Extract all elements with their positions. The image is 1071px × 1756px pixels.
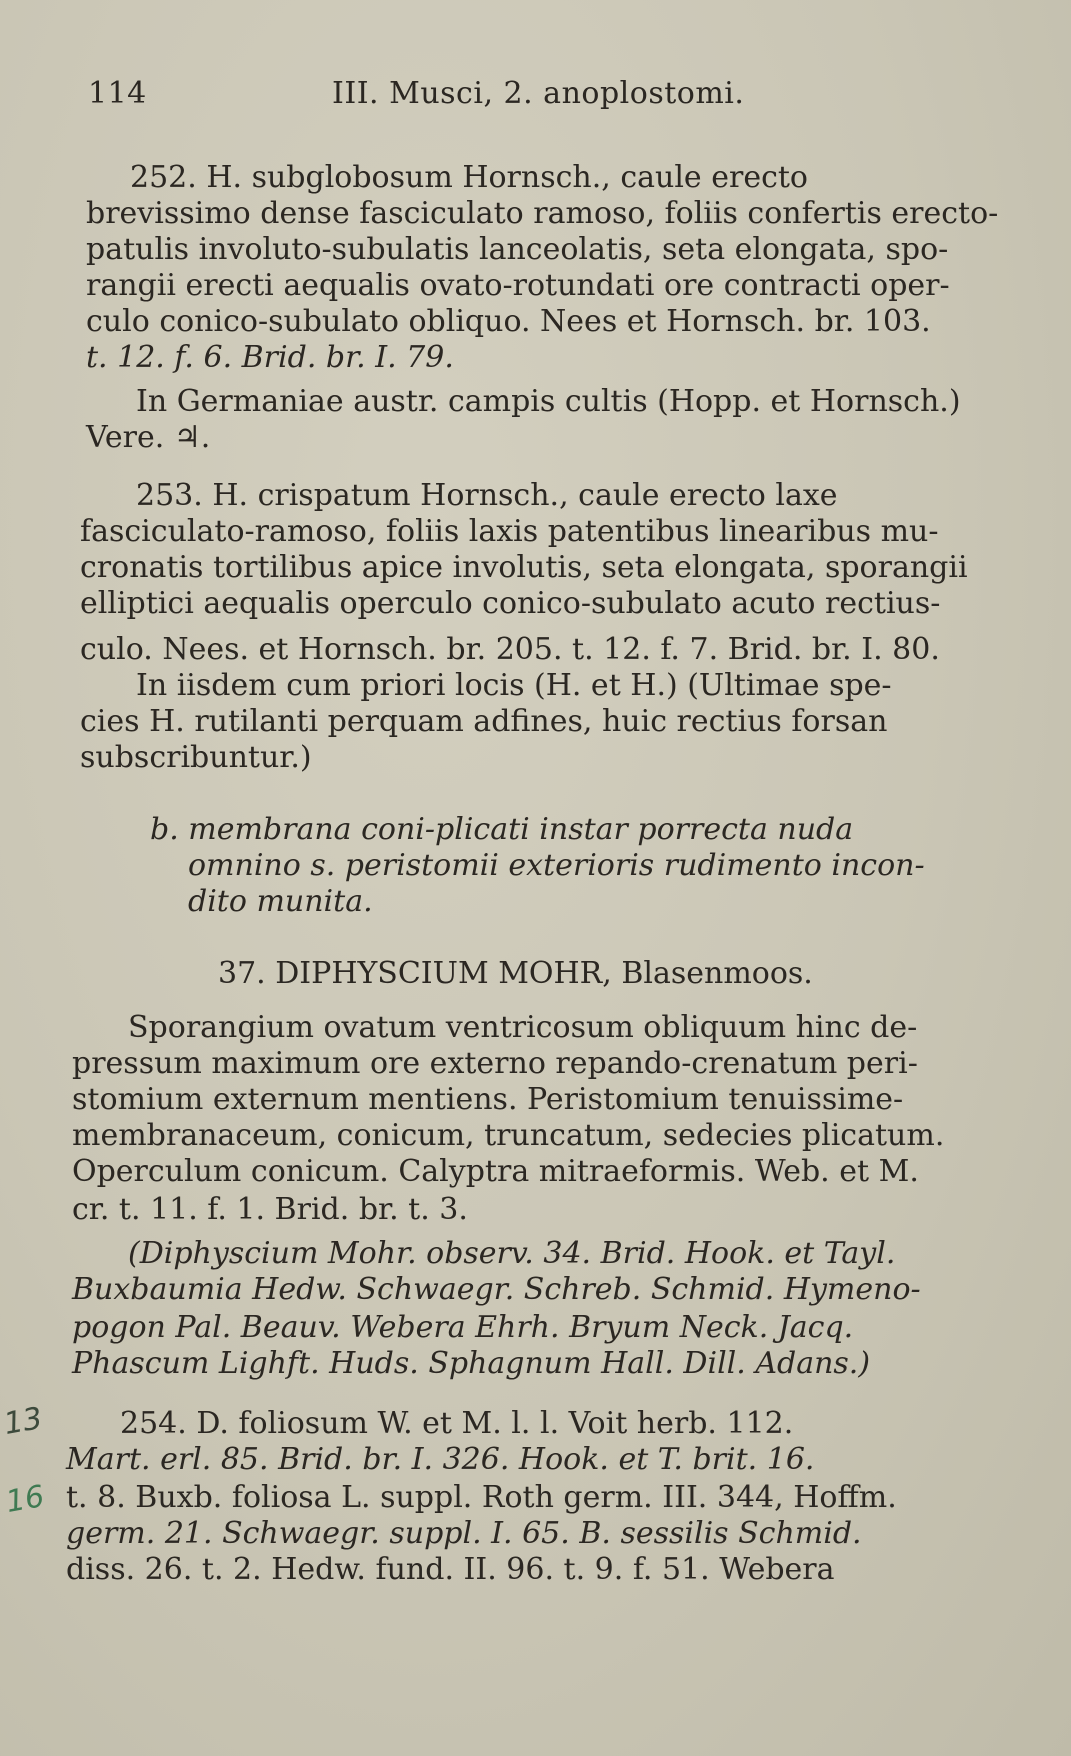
text-line: cr. t. 11. f. 1. Brid. br. t. 3. — [72, 1192, 468, 1227]
text-line: t. 8. Buxb. foliosa L. suppl. Roth germ. III. 344, Hoffm. — [66, 1480, 897, 1515]
page-number: 114 — [88, 76, 147, 111]
text-line: culo. Nees. et Hornsch. br. 205. t. 12. f. 7. Brid. br. I. 80. — [80, 632, 940, 667]
text-line: fasciculato-ramoso, foliis laxis patentibus linearibus mu- — [80, 514, 939, 549]
text-line: stomium externum mentiens. Peristomium tenuissime- — [72, 1082, 904, 1117]
text-line: 252. H. subglobosum Hornsch., caule erecto — [130, 160, 808, 195]
genus-heading: 37. DIPHYSCIUM MOHR, Blasenmoos. — [218, 956, 813, 991]
text-line: Operculum conicum. Calyptra mitraeformis. Web. et M. — [72, 1154, 919, 1189]
text-line: Phascum Lighft. Huds. Sphagnum Hall. Dill. Adans.) — [72, 1346, 871, 1381]
text-line: Vere. ♃. — [86, 420, 211, 455]
text-line: Buxbaumia Hedw. Schwaegr. Schreb. Schmid. Hymeno- — [72, 1272, 921, 1307]
text-line: t. 12. f. 6. Brid. br. I. 79. — [86, 340, 454, 375]
text-line: cronatis tortilibus apice involutis, seta elongata, sporangii — [80, 550, 968, 585]
text-line: elliptici aequalis operculo conico-subulato acuto rectius- — [80, 586, 941, 621]
text-line: brevissimo dense fasciculato ramoso, foliis confertis erecto- — [86, 196, 999, 231]
text-line: diss. 26. t. 2. Hedw. fund. II. 96. t. 9. f. 51. Webera — [66, 1552, 835, 1587]
text-line: germ. 21. Schwaegr. suppl. I. 65. B. sessilis Schmid. — [66, 1516, 862, 1551]
text-line: membranaceum, conicum, truncatum, sedecies plicatum. — [72, 1118, 945, 1153]
text-line: pressum maximum ore externo repando-crenatum peri- — [72, 1046, 918, 1081]
margin-handwritten-mark: 13 — [1, 1400, 45, 1443]
text-line: pogon Pal. Beauv. Webera Ehrh. Bryum Neck. Jacq. — [72, 1310, 854, 1345]
text-line: patulis involuto-subulatis lanceolatis, seta elongata, spo- — [86, 232, 949, 267]
running-title: III. Musci, 2. anoplostomi. — [332, 76, 745, 111]
page-header — [88, 76, 788, 120]
margin-handwritten-mark: 16 — [3, 1478, 47, 1521]
text-line: (Diphyscium Mohr. observ. 34. Brid. Hook. et Tayl. — [128, 1236, 896, 1271]
text-line: culo conico-subulato obliquo. Nees et Hornsch. br. 103. — [86, 304, 931, 339]
text-line: In Germaniae austr. campis cultis (Hopp. et Hornsch.) — [136, 384, 961, 419]
text-line: dito munita. — [188, 884, 373, 919]
text-line: 253. H. crispatum Hornsch., caule erecto laxe — [136, 478, 838, 513]
text-line: omnino s. peristomii exterioris rudimento incon- — [188, 848, 925, 883]
text-line: subscribuntur.) — [80, 740, 312, 775]
text-line: In iisdem cum priori locis (H. et H.) (Ultimae spe- — [136, 668, 892, 703]
text-line: b. membrana coni-plicati instar porrecta nuda — [150, 812, 854, 847]
text-line: rangii erecti aequalis ovato-rotundati ore contracti oper- — [86, 268, 950, 303]
text-line: Mart. erl. 85. Brid. br. I. 326. Hook. et T. brit. 16. — [66, 1442, 815, 1477]
text-line: 254. D. foliosum W. et M. l. l. Voit herb. 112. — [120, 1406, 794, 1441]
text-line: Sporangium ovatum ventricosum obliquum hinc de- — [128, 1010, 918, 1045]
text-line: cies H. rutilanti perquam adfines, huic rectius forsan — [80, 704, 888, 739]
